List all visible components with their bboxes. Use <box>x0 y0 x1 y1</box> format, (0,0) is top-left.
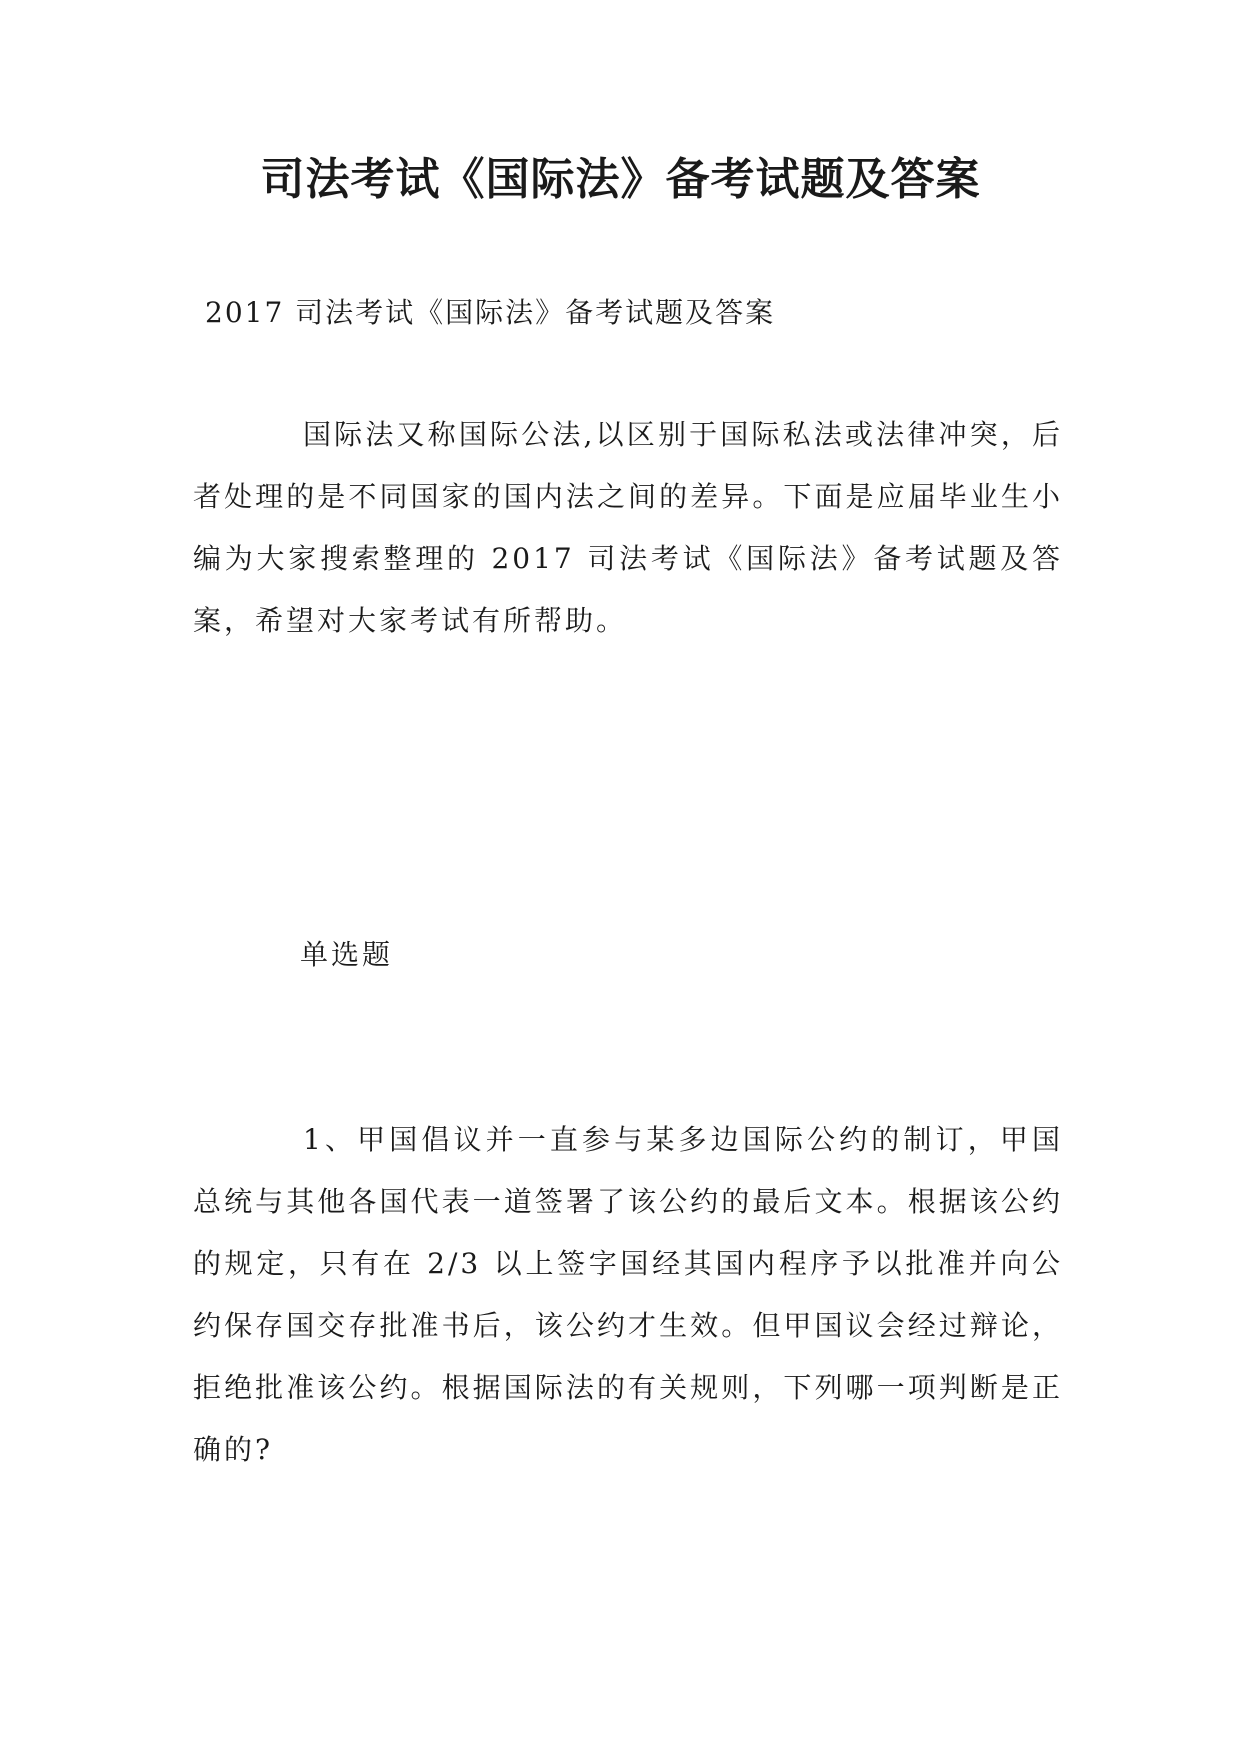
document-subtitle: 2017 司法考试《国际法》备考试题及答案 <box>205 296 776 329</box>
section-heading-single-choice: 单选题 <box>300 938 394 971</box>
question-1: 1、甲国倡议并一直参与某多边国际公约的制订，甲国总统与其他各国代表一道签署了该公约的最后文本。根据该公约的规定，只有在 2/3 以上签字国经其国内程序予以批准并向公约保存国交存批准书后，该公约才生效。但甲国议会经过辩论，拒绝批准该公约。根据国际法的有关规则，下列哪一项判断是正确的? <box>193 1123 1063 1466</box>
intro-paragraph: 国际法又称国际公法,以区别于国际私法或法律冲突，后者处理的是不同国家的国内法之间的差异。下面是应届毕业生小编为大家搜索整理的 2017 司法考试《国际法》备考试题及答案，希望对大家考试有所帮助。 <box>193 418 1063 637</box>
document-title: 司法考试《国际法》备考试题及答案 <box>260 154 981 205</box>
